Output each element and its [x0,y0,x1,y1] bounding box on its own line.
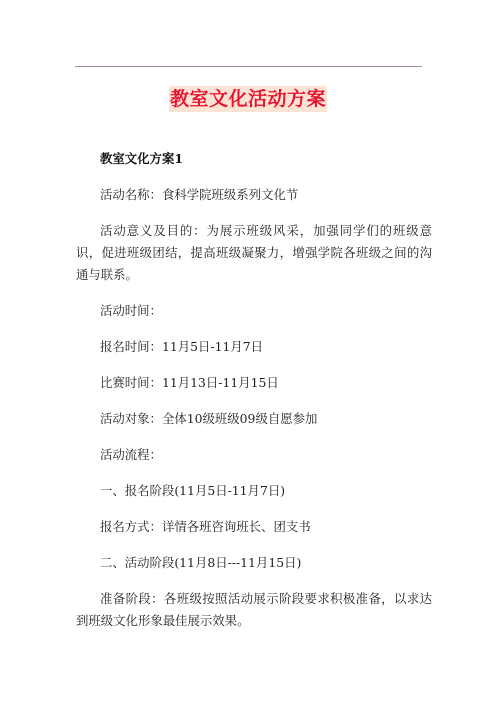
paragraph-process: 活动流程： [100,447,162,462]
paragraph-preparation: 准备阶段：各班级按照活动展示阶段要求积极准备，以求达到班级文化形象最佳展示效果。 [76,591,432,628]
paragraph-stage-signup: 一、报名阶段(11月5日-11月7日) [100,483,286,498]
title-container [0,86,496,112]
section-title: 教室文化方案1 [100,151,183,166]
header-rule [75,66,422,67]
paragraph-contest-time: 比赛时间：11月13日-11月15日 [100,375,279,390]
paragraph-stage-activity: 二、活动阶段(11月8日---11月15日) [100,555,302,570]
paragraph-signup-time: 报名时间：11月5日-11月7日 [100,339,264,354]
document-title: 教室文化活动方案 [169,88,326,110]
paragraph-purpose: 活动意义及目的：为展示班级风采，加强同学们的班级意识，促进班级团结，提高班级凝聚力，增强学院各班级之间的沟通与联系。 [76,223,432,282]
paragraph-activity-time: 活动时间： [100,303,162,318]
paragraph-signup-method: 报名方式：详情各班咨询班长、团支书 [100,519,311,534]
paragraph-participants: 活动对象：全体10级班级09级自愿参加 [100,411,318,426]
paragraph-activity-name: 活动名称：食科学院班级系列文化节 [100,187,299,202]
document-body [76,148,432,632]
